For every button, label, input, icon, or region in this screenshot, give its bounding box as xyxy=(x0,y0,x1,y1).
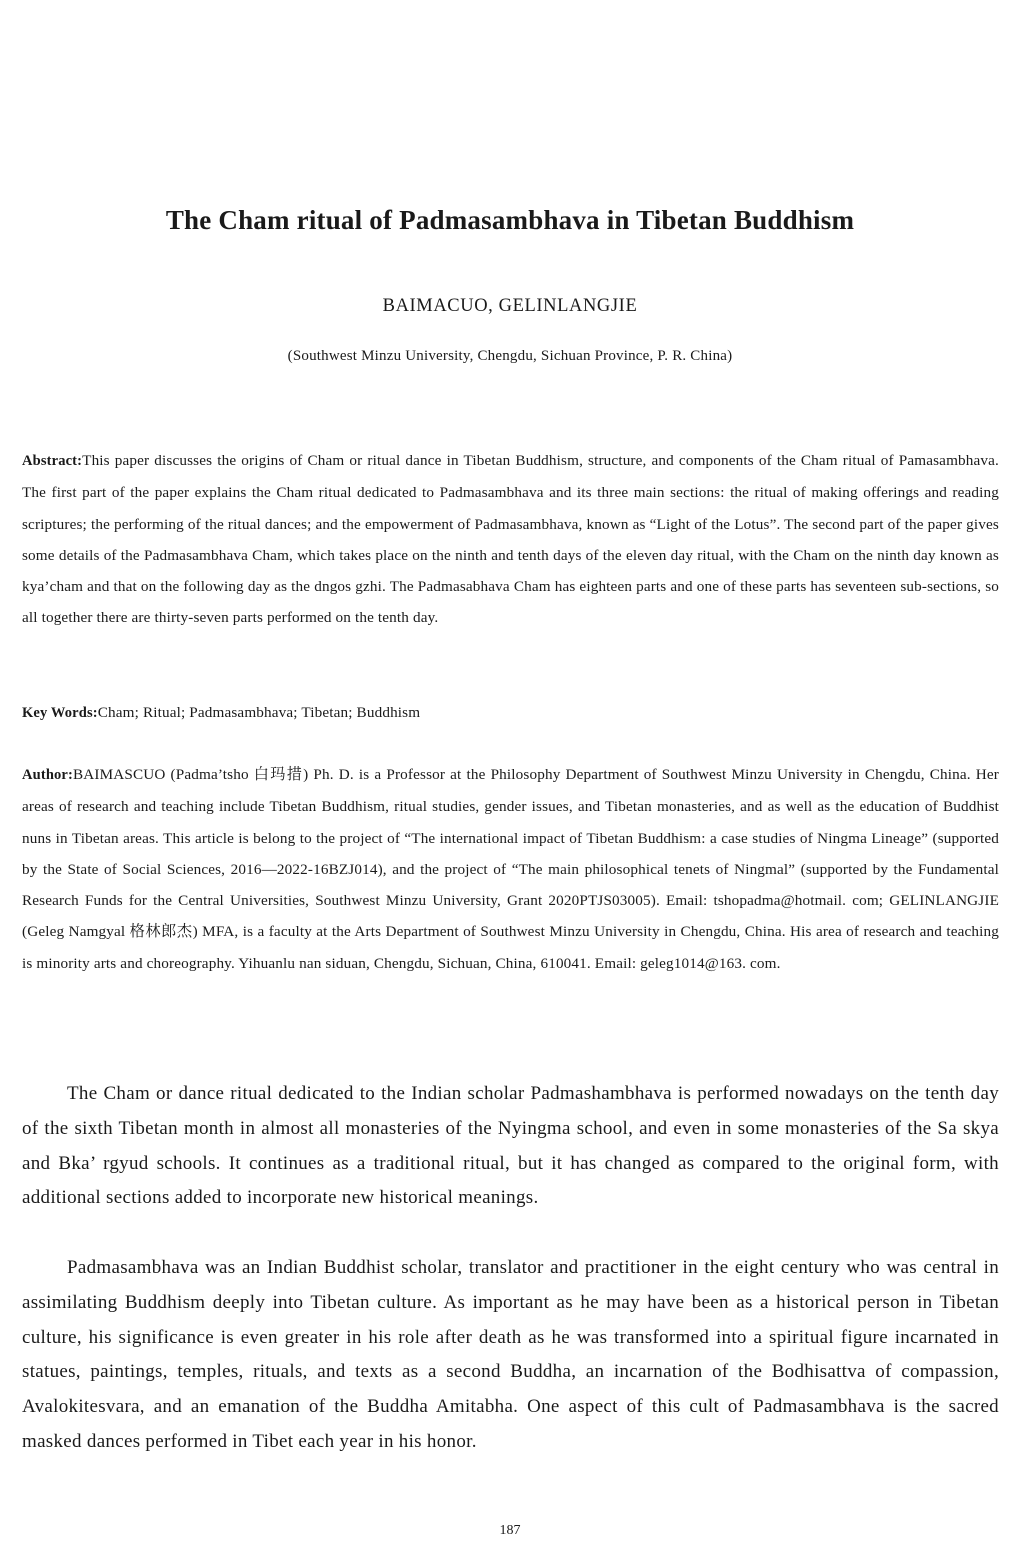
abstract-text: This paper discusses the origins of Cham or ritual dance in Tibetan Buddhism, structure, and components of the Cham ritual of Pamasambhava. The first part of the paper explains the Cham ritual dedicated to Padmasambhava and its three main sections: the ritual of making offerings and reading scriptures; the performing of the ritual dances; and the empowerment of Padmasambhava, known as “Light of the Lotus”. The second part of the paper gives some details of the Padmasambhava Cham, which takes place on the ninth and tenth days of the eleven day ritual, with the Cham on the ninth day known as kya’cham and that on the following day as the dngos gzhi. The Padmasabhava Cham has eighteen parts and one of these parts has seventeen sub-sections, so all together there are thirty-seven parts performed on the tenth day. xyxy=(22,452,999,627)
author-note-text: BAIMASCUO (Padma’tsho 白玛措) Ph. D. is a Professor at the Philosophy Department of Southwest Minzu University in Chengdu, China. Her areas of research and teaching include Tibetan Buddhism, ritual studies, gender issues, and Tibetan monasteries, and as well as the education of Buddhist nuns in Tibetan areas. This article is belong to the project of “The international impact of Tibetan Buddhism: a case studies of Ningma Lineage” (supported by the State of Social Sciences, 2016—2022-16BZJ014), and the project of “The main philosophical tenets of Ningmal” (supported by the Fundamental Research Funds for the Central Universities, Southwest Minzu University, Grant 2020PTJS03005). Email: tshopadma@hotmail. com; GELINLANGJIE (Geleg Namgyal 格林郎杰) MFA, is a faculty at the Arts Department of Southwest Minzu University in Chengdu, China. His area of research and teaching is minority arts and choreography. Yihuanlu nan siduan, Chengdu, Sichuan, China, 610041. Email: geleg1014@163. com. xyxy=(22,766,999,972)
body-paragraph: Padmasambhava was an Indian Buddhist scholar, translator and practitioner in the eight century who was central in assimilating Buddhism deeply into Tibetan culture. As important as he may have been as a historical person in Tibetan culture, his significance is even greater in his role after death as he was transformed into a spiritual figure incarnated in statues, paintings, temples, rituals, and texts as a second Buddha, an incarnation of the Bodhisattva of compassion, Avalokitesvara, and an emanation of the Buddha Amitabha. One aspect of this cult of Padmasambhava is the sacred masked dances performed in Tibet each year in his honor. xyxy=(22,1257,999,1452)
body-paragraph: The Cham or dance ritual dedicated to the Indian scholar Padmashambhava is performed nowadays on the tenth day of the sixth Tibetan month in almost all monasteries of the Nyingma school, and even in some monasteries of the Sa skya and Bka’ rgyud schools. It continues as a traditional ritual, but it has changed as compared to the original form, with additional sections added to incorporate new historical meanings. xyxy=(22,1083,999,1209)
keywords-text: Cham; Ritual; Padmasambhava; Tibetan; Buddhism xyxy=(97,704,421,721)
author-note-label: Author: xyxy=(22,767,73,783)
abstract-label: Abstract: xyxy=(22,453,83,469)
page-number: 187 xyxy=(499,1523,521,1538)
keywords-label: Key Words: xyxy=(22,705,98,721)
keywords xyxy=(22,697,999,729)
author-names: BAIMACUO, GELINLANGJIE xyxy=(382,296,638,316)
author-affiliation: (Southwest Minzu University, Chengdu, Sichuan Province, P. R. China) xyxy=(287,348,733,364)
paper-title: The Cham ritual of Padmasambhava in Tibetan Buddhism xyxy=(165,205,855,235)
author-note xyxy=(22,759,999,979)
abstract xyxy=(22,445,999,634)
